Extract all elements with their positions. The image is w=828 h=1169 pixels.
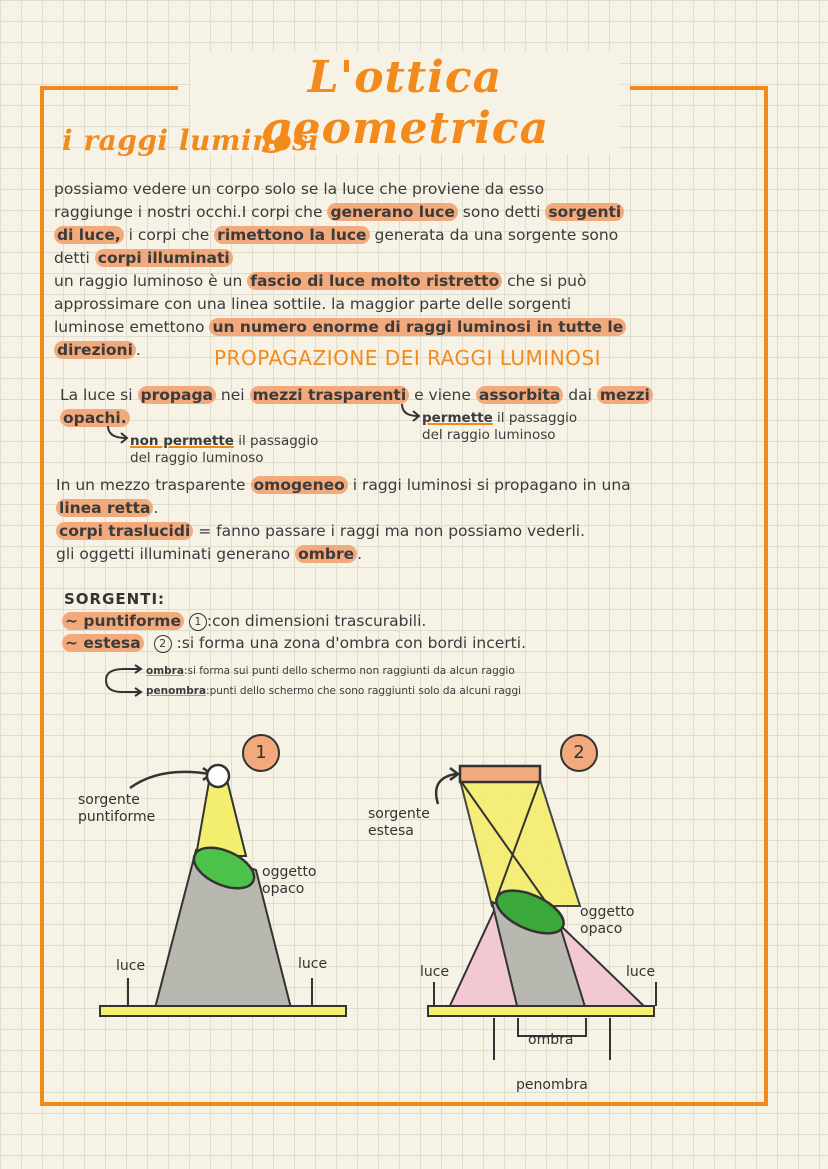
highlight: linea retta	[56, 499, 153, 517]
propagation-paragraph-2	[56, 474, 756, 566]
frame-right	[764, 86, 768, 1106]
highlight: opachi.	[60, 409, 130, 427]
text: La luce si	[60, 386, 138, 404]
prop-line	[56, 543, 756, 566]
text: .	[357, 545, 363, 563]
highlight: direzioni	[54, 341, 136, 359]
label-line: sorgente	[78, 792, 140, 808]
prop-line	[56, 497, 756, 520]
intro-line	[54, 201, 754, 224]
highlight: ~ estesa	[62, 634, 144, 652]
number-badge: 1	[189, 613, 207, 631]
highlight: ombre	[295, 545, 357, 563]
highlight: generano luce	[327, 203, 457, 221]
text: :si forma sui punti dello schermo non raggiunti da alcun raggio	[183, 665, 515, 677]
label-line: sorgente	[368, 806, 430, 822]
label-light-left-2: luce	[420, 964, 450, 980]
note-line: del raggio luminoso	[130, 450, 264, 466]
highlight: corpi traslucidi	[56, 522, 193, 540]
text: = fanno passare i raggi ma non possiamo vederli.	[193, 522, 585, 540]
prop-line	[56, 474, 756, 497]
sources-heading: SORGENTI:	[64, 590, 166, 608]
penombra-definition	[146, 683, 521, 700]
note-permette	[422, 410, 577, 444]
text: dai	[563, 386, 597, 404]
highlight: sorgenti	[545, 203, 624, 221]
text: :punti dello schermo che sono raggiunti solo da alcuni raggi	[206, 685, 522, 697]
highlight: ~ puntiforme	[62, 612, 184, 630]
term: ombra	[146, 665, 184, 677]
text: gli oggetti illuminati generano	[56, 545, 296, 563]
text: :con dimensioni trascurabili.	[206, 612, 427, 630]
label-line: oggetto	[262, 864, 317, 880]
frame-bottom	[40, 1102, 768, 1106]
branch-arrow-icon	[100, 664, 150, 700]
label-line: puntiforme	[78, 809, 156, 825]
frame-top-left	[40, 86, 178, 90]
label-light-right-2: luce	[626, 964, 656, 980]
text: sono detti	[457, 203, 546, 221]
number-badge: 2	[154, 635, 172, 653]
text: detti	[54, 249, 95, 267]
ombra-definition	[146, 663, 515, 680]
text: i corpi che	[123, 226, 215, 244]
label-opaque-object	[262, 864, 317, 898]
text: raggiunge i nostri occhi.I corpi che	[54, 203, 328, 221]
text: generata da una sorgente sono	[369, 226, 619, 244]
note-line	[130, 433, 318, 450]
note-line: del raggio luminoso	[422, 427, 556, 443]
source-item-estesa	[62, 634, 526, 653]
underlined-term: permette	[422, 410, 493, 426]
page-title: L'ottica geometrica	[190, 52, 620, 154]
intro-line	[54, 178, 754, 201]
label-light-right: luce	[298, 956, 328, 972]
frame-top-right	[630, 86, 768, 90]
intro-line	[54, 270, 754, 293]
diagram-number-1: 1	[242, 734, 280, 772]
highlight: mezzi	[597, 386, 653, 404]
text: .	[153, 499, 159, 517]
text: il passaggio	[492, 410, 578, 426]
intro-line	[54, 293, 754, 316]
label-line: opaco	[262, 881, 305, 897]
text: e viene	[409, 386, 476, 404]
highlight: fascio di luce molto ristretto	[247, 272, 502, 290]
highlight: corpi illuminati	[95, 249, 233, 267]
text: un raggio luminoso è un	[54, 272, 248, 290]
section-subtitle: i raggi luminosi	[62, 124, 320, 157]
text: luminose emettono	[54, 318, 210, 336]
term: penombra	[146, 685, 207, 697]
text: che si può	[502, 272, 587, 290]
highlight: assorbita	[476, 386, 563, 404]
text: nei	[216, 386, 250, 404]
note-line	[422, 410, 577, 427]
frame-left	[40, 86, 44, 1106]
label-penumbra: penombra	[516, 1077, 588, 1093]
text: In un mezzo trasparente	[56, 476, 251, 494]
text: approssimare con una linea sottile. la maggior parte delle sorgenti	[54, 295, 572, 313]
prop-line	[56, 520, 756, 543]
highlight: un numero enorme di raggi luminosi in tutte le	[209, 318, 626, 336]
underlined-term: non permette	[130, 433, 234, 449]
highlight: propaga	[138, 386, 217, 404]
label-light-left: luce	[116, 958, 146, 974]
text: possiamo vedere un corpo solo se la luce che proviene da esso	[54, 180, 545, 198]
diagram-number-2: 2	[560, 734, 598, 772]
intro-line	[54, 247, 754, 270]
note-non-permette	[130, 433, 318, 467]
highlight: rimettono la luce	[214, 226, 369, 244]
text: .	[135, 341, 141, 359]
highlight: di luce,	[54, 226, 124, 244]
text: i raggi luminosi si propagano in una	[347, 476, 631, 494]
label-line: oggetto	[580, 904, 635, 920]
label-extended-source	[368, 806, 430, 840]
intro-line	[54, 316, 754, 339]
source-item-puntiforme	[62, 612, 426, 631]
label-line: estesa	[368, 823, 414, 839]
label-shadow: ombra	[528, 1032, 574, 1048]
label-line: opaco	[580, 921, 623, 937]
highlight: omogeneo	[251, 476, 348, 494]
intro-paragraph	[54, 178, 754, 362]
text: il passaggio	[233, 433, 319, 449]
text: :si forma una zona d'ombra con bordi incerti.	[171, 634, 526, 652]
highlight: mezzi trasparenti	[250, 386, 410, 404]
propagation-heading: PROPAGAZIONE DEI RAGGI LUMINOSI	[214, 346, 601, 370]
intro-line	[54, 224, 754, 247]
label-opaque-object-2	[580, 904, 635, 938]
label-point-source	[78, 792, 155, 826]
